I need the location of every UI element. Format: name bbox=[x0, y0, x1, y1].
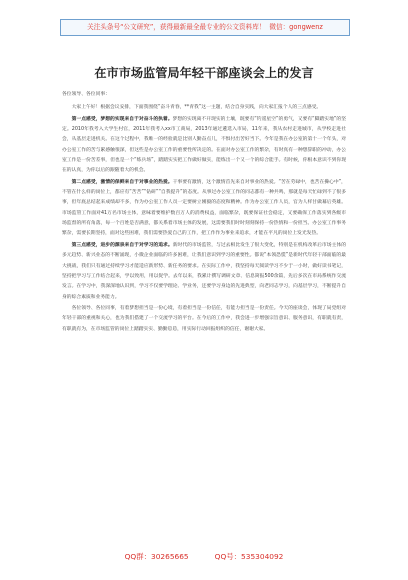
banner-text: 关注头条号“公文研究”，获得最新最全最专业的公文资料库！ bbox=[87, 23, 266, 31]
paragraph-text: 干事要有激情，这个激情首先来自对事业的热爱。“苦在劳碌中，也苦在操心中”，不管在什么样的岗位上，都应有“苦苦”“钻研”“自我提升”的态度。从事过办公室工作的同志都有一种共鸣，那就是每天忙碌到不了很多事，但年底总结起来成绩却不多，作为办公室工作人员一定要树立刚毅的态度和精神。作为办公室工作人员，官为人样甘做幕后英雄。市场监管工作面对41万名市场主体，意味着要维护数百万人的消费权益，面临繁杂，既要保证社会稳定，又要确保工作落实到各级市场监督的所有角落，每一个百姓是否满意，都关系着市场主体的发展，这需要我们时时刻刻保持一份热情和一份担当。办公室工作事务繁杂，需要长期坚持，面对这些困难，我们需要热爱自己的工作，把工作作为事业来追求，才能在平凡的岗位上发光发热。 bbox=[62, 179, 346, 237]
paragraph-lead: 第一点感受，梦想的实现来自于对奋斗的执着。 bbox=[71, 116, 173, 122]
page-title: 在市市场监管局年轻干部座谈会上的发言 bbox=[94, 66, 314, 80]
paragraph-text: 梦想的实现离不开现实的土壤，既要有“钓遥星空”的勇气，又要有“脚踏实地”的坚定。2010年我考入大学生村官，2011年我考入xx市工商局，2013年通过遴选入市局，11年来，我从农村走进城市，从学校走进社会，从基层走进机关。在这个过程中，我唯一的经验就是比别人勤奋点儿，不惧付出苦好当下。今年是我在办公室的第十一个年头，对办公室工作的苦与累感触很深，但这些是办公室工作的重要性所决定的。在面对办公室工作的繁杂，有时真有一种想辞职的冲动，办公室工作是一份苦差事，但也是一个“练兵场”，踏踏实实把工作做好做实，能练出一个又一个的综合能手。有时候，你根本意识不到你现在的认真，为你以后的跟随着大的机会。 bbox=[62, 116, 346, 174]
banner-wechat: 微信：gongwenz bbox=[269, 23, 323, 31]
document-body bbox=[62, 90, 346, 335]
contact-footer bbox=[0, 551, 408, 562]
paragraph-point-1 bbox=[62, 115, 346, 177]
promo-banner[interactable] bbox=[60, 19, 350, 36]
footer-qq: QQ号：535304092 bbox=[214, 552, 284, 561]
paragraph-text: 大家上午好！根据会议安排，下面我围绕“奋斗青春，**青我”这一主题，结合自身实践，向大家汇报个人的三点感受。 bbox=[71, 105, 322, 111]
paragraph-point-2 bbox=[62, 178, 346, 240]
paragraph-text: 各位领导、各位同事，有着梦想担当是一份心境，有着担当是一份信任，有能力担当是一份责任。今天的座谈会，体现了局党组对年轻干部的重视和关心，也为我们搭建了一个交流学习的平台。在今后的工作中，我会进一步增强宗旨意识、服务意识，有职就有责，有职就有为，在市场监管的岗位上踏踏实实、勤勤恳恳，用实际行动回报组织的信任，谢谢大家。 bbox=[62, 305, 346, 332]
greeting: 各位领导、各位同事： bbox=[62, 92, 110, 97]
paragraph-lead: 第二点感受，激情的保鲜来自于对事业的热爱。 bbox=[71, 179, 173, 185]
paragraph-text: 新时代的市场监管，与过去相比发生了很大变化，特别是在机构改革后市场主体的多元趋势、新兴业态的不断涌现，小微企业面临的许多困难，让我们意识到学习的重要性。都说“本领恐慌”是新时代年轻干部面临的最大挑战，我们只有通过持续学习才能适应新形势、新任务的要求。在实际工作中，我坚持每天阅读学习不少于一小时，做好读书笔记，坚持把学习与工作结合起来，学以致用，用以促学。去年以来，我累计撰写调研文章、信息简报500余篇，先后多次在市局系统作交流发言。在学习中，我深深地认识到，学习不仅要学理论、学业务，还要学习身边的先进典型，向老同志学习，向基层学习，不断提升自身的综合素质和业务能力。 bbox=[62, 242, 346, 300]
paragraph-closing bbox=[62, 304, 346, 335]
paragraph-lead: 第三点感受，进步的源泉来自于对学习的追求。 bbox=[71, 242, 173, 248]
paragraph-intro bbox=[62, 103, 346, 113]
footer-qq-group: QQ群：30265665 bbox=[124, 552, 189, 561]
paragraph-point-3 bbox=[62, 241, 346, 303]
